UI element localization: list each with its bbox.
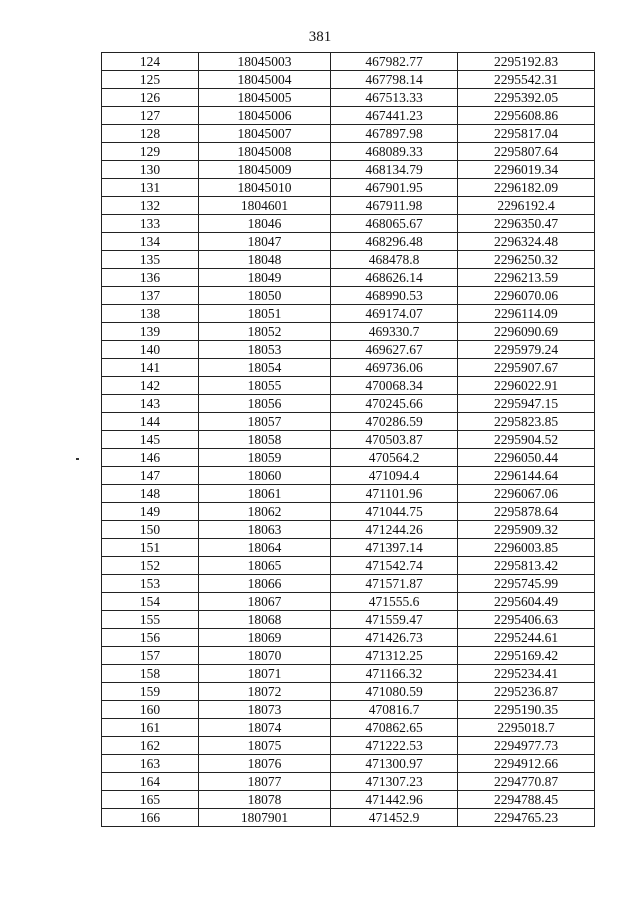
row-number-cell: 136	[102, 269, 199, 287]
table-row	[102, 359, 595, 377]
x-coordinate-cell: 470862.65	[331, 719, 458, 737]
y-coordinate-cell: 2296022.91	[458, 377, 595, 395]
point-id-cell: 18053	[199, 341, 331, 359]
point-id-cell: 18074	[199, 719, 331, 737]
table-row	[102, 683, 595, 701]
y-coordinate-cell: 2295907.67	[458, 359, 595, 377]
point-id-cell: 18057	[199, 413, 331, 431]
point-id-cell: 18048	[199, 251, 331, 269]
x-coordinate-cell: 471244.26	[331, 521, 458, 539]
y-coordinate-cell: 2296090.69	[458, 323, 595, 341]
row-number-cell: 163	[102, 755, 199, 773]
y-coordinate-cell: 2295234.41	[458, 665, 595, 683]
row-number-cell: 161	[102, 719, 199, 737]
x-coordinate-cell: 468626.14	[331, 269, 458, 287]
x-coordinate-cell: 471094.4	[331, 467, 458, 485]
table-row	[102, 395, 595, 413]
x-coordinate-cell: 469627.67	[331, 341, 458, 359]
row-number-cell: 160	[102, 701, 199, 719]
point-id-cell: 18045008	[199, 143, 331, 161]
y-coordinate-cell: 2295169.42	[458, 647, 595, 665]
y-coordinate-cell: 2295392.05	[458, 89, 595, 107]
row-number-cell: 153	[102, 575, 199, 593]
x-coordinate-cell: 468065.67	[331, 215, 458, 233]
table-row	[102, 323, 595, 341]
y-coordinate-cell: 2295817.04	[458, 125, 595, 143]
table-row	[102, 197, 595, 215]
x-coordinate-cell: 469330.7	[331, 323, 458, 341]
table-row	[102, 575, 595, 593]
point-id-cell: 18071	[199, 665, 331, 683]
y-coordinate-cell: 2294977.73	[458, 737, 595, 755]
point-id-cell: 18078	[199, 791, 331, 809]
x-coordinate-cell: 467513.33	[331, 89, 458, 107]
x-coordinate-cell: 470245.66	[331, 395, 458, 413]
point-id-cell: 18076	[199, 755, 331, 773]
x-coordinate-cell: 470503.87	[331, 431, 458, 449]
coordinates-table-body	[102, 53, 595, 827]
y-coordinate-cell: 2295190.35	[458, 701, 595, 719]
point-id-cell: 18046	[199, 215, 331, 233]
y-coordinate-cell: 2296114.09	[458, 305, 595, 323]
table-row	[102, 647, 595, 665]
row-number-cell: 151	[102, 539, 199, 557]
x-coordinate-cell: 471442.96	[331, 791, 458, 809]
y-coordinate-cell: 2295813.42	[458, 557, 595, 575]
point-id-cell: 18054	[199, 359, 331, 377]
x-coordinate-cell: 471542.74	[331, 557, 458, 575]
point-id-cell: 18077	[199, 773, 331, 791]
table-row	[102, 251, 595, 269]
scan-dot-mark	[76, 458, 79, 460]
point-id-cell: 18068	[199, 611, 331, 629]
table-row	[102, 89, 595, 107]
x-coordinate-cell: 471166.32	[331, 665, 458, 683]
table-row	[102, 791, 595, 809]
x-coordinate-cell: 467441.23	[331, 107, 458, 125]
y-coordinate-cell: 2294770.87	[458, 773, 595, 791]
table-row	[102, 557, 595, 575]
y-coordinate-cell: 2295807.64	[458, 143, 595, 161]
row-number-cell: 134	[102, 233, 199, 251]
y-coordinate-cell: 2294912.66	[458, 755, 595, 773]
row-number-cell: 166	[102, 809, 199, 827]
row-number-cell: 141	[102, 359, 199, 377]
y-coordinate-cell: 2295244.61	[458, 629, 595, 647]
point-id-cell: 18047	[199, 233, 331, 251]
y-coordinate-cell: 2295192.83	[458, 53, 595, 71]
table-row	[102, 413, 595, 431]
x-coordinate-cell: 468089.33	[331, 143, 458, 161]
point-id-cell: 18045006	[199, 107, 331, 125]
table-row	[102, 53, 595, 71]
y-coordinate-cell: 2295608.86	[458, 107, 595, 125]
y-coordinate-cell: 2296070.06	[458, 287, 595, 305]
row-number-cell: 130	[102, 161, 199, 179]
x-coordinate-cell: 471222.53	[331, 737, 458, 755]
table-row	[102, 809, 595, 827]
x-coordinate-cell: 471300.97	[331, 755, 458, 773]
table-row	[102, 125, 595, 143]
point-id-cell: 18045007	[199, 125, 331, 143]
table-row	[102, 719, 595, 737]
x-coordinate-cell: 471452.9	[331, 809, 458, 827]
y-coordinate-cell: 2294788.45	[458, 791, 595, 809]
y-coordinate-cell: 2294765.23	[458, 809, 595, 827]
point-id-cell: 1804601	[199, 197, 331, 215]
point-id-cell: 18058	[199, 431, 331, 449]
y-coordinate-cell: 2295406.63	[458, 611, 595, 629]
table-row	[102, 665, 595, 683]
table-row	[102, 503, 595, 521]
point-id-cell: 18072	[199, 683, 331, 701]
point-id-cell: 18062	[199, 503, 331, 521]
y-coordinate-cell: 2295904.52	[458, 431, 595, 449]
row-number-cell: 137	[102, 287, 199, 305]
point-id-cell: 18045003	[199, 53, 331, 71]
y-coordinate-cell: 2296213.59	[458, 269, 595, 287]
point-id-cell: 18055	[199, 377, 331, 395]
x-coordinate-cell: 471044.75	[331, 503, 458, 521]
row-number-cell: 127	[102, 107, 199, 125]
table-row	[102, 773, 595, 791]
y-coordinate-cell: 2296003.85	[458, 539, 595, 557]
point-id-cell: 18056	[199, 395, 331, 413]
point-id-cell: 18045010	[199, 179, 331, 197]
row-number-cell: 142	[102, 377, 199, 395]
table-row	[102, 287, 595, 305]
point-id-cell: 18075	[199, 737, 331, 755]
table-row	[102, 737, 595, 755]
x-coordinate-cell: 468990.53	[331, 287, 458, 305]
table-row	[102, 485, 595, 503]
point-id-cell: 18061	[199, 485, 331, 503]
x-coordinate-cell: 471397.14	[331, 539, 458, 557]
x-coordinate-cell: 467982.77	[331, 53, 458, 71]
row-number-cell: 125	[102, 71, 199, 89]
point-id-cell: 18049	[199, 269, 331, 287]
y-coordinate-cell: 2296350.47	[458, 215, 595, 233]
coordinates-table	[101, 52, 595, 827]
point-id-cell: 18045004	[199, 71, 331, 89]
table-row	[102, 629, 595, 647]
x-coordinate-cell: 471080.59	[331, 683, 458, 701]
row-number-cell: 143	[102, 395, 199, 413]
row-number-cell: 131	[102, 179, 199, 197]
row-number-cell: 129	[102, 143, 199, 161]
table-row	[102, 161, 595, 179]
row-number-cell: 162	[102, 737, 199, 755]
table-row	[102, 107, 595, 125]
table-row	[102, 431, 595, 449]
row-number-cell: 149	[102, 503, 199, 521]
x-coordinate-cell: 468134.79	[331, 161, 458, 179]
y-coordinate-cell: 2295542.31	[458, 71, 595, 89]
row-number-cell: 148	[102, 485, 199, 503]
x-coordinate-cell: 470816.7	[331, 701, 458, 719]
table-row	[102, 305, 595, 323]
table-row	[102, 269, 595, 287]
y-coordinate-cell: 2296019.34	[458, 161, 595, 179]
y-coordinate-cell: 2296067.06	[458, 485, 595, 503]
row-number-cell: 156	[102, 629, 199, 647]
point-id-cell: 18052	[199, 323, 331, 341]
point-id-cell: 18069	[199, 629, 331, 647]
row-number-cell: 126	[102, 89, 199, 107]
row-number-cell: 138	[102, 305, 199, 323]
x-coordinate-cell: 467911.98	[331, 197, 458, 215]
y-coordinate-cell: 2295823.85	[458, 413, 595, 431]
x-coordinate-cell: 468296.48	[331, 233, 458, 251]
row-number-cell: 164	[102, 773, 199, 791]
x-coordinate-cell: 469174.07	[331, 305, 458, 323]
x-coordinate-cell: 471571.87	[331, 575, 458, 593]
x-coordinate-cell: 471101.96	[331, 485, 458, 503]
y-coordinate-cell: 2295018.7	[458, 719, 595, 737]
y-coordinate-cell: 2295947.15	[458, 395, 595, 413]
row-number-cell: 144	[102, 413, 199, 431]
x-coordinate-cell: 468478.8	[331, 251, 458, 269]
row-number-cell: 124	[102, 53, 199, 71]
point-id-cell: 18066	[199, 575, 331, 593]
table-row	[102, 467, 595, 485]
row-number-cell: 140	[102, 341, 199, 359]
table-row	[102, 521, 595, 539]
row-number-cell: 165	[102, 791, 199, 809]
row-number-cell: 145	[102, 431, 199, 449]
point-id-cell: 18073	[199, 701, 331, 719]
x-coordinate-cell: 471426.73	[331, 629, 458, 647]
x-coordinate-cell: 470068.34	[331, 377, 458, 395]
x-coordinate-cell: 467798.14	[331, 71, 458, 89]
x-coordinate-cell: 471307.23	[331, 773, 458, 791]
row-number-cell: 132	[102, 197, 199, 215]
y-coordinate-cell: 2295604.49	[458, 593, 595, 611]
point-id-cell: 18063	[199, 521, 331, 539]
point-id-cell: 18045005	[199, 89, 331, 107]
y-coordinate-cell: 2295236.87	[458, 683, 595, 701]
x-coordinate-cell: 470286.59	[331, 413, 458, 431]
point-id-cell: 18070	[199, 647, 331, 665]
y-coordinate-cell: 2295979.24	[458, 341, 595, 359]
row-number-cell: 135	[102, 251, 199, 269]
point-id-cell: 18065	[199, 557, 331, 575]
point-id-cell: 18067	[199, 593, 331, 611]
row-number-cell: 133	[102, 215, 199, 233]
row-number-cell: 159	[102, 683, 199, 701]
x-coordinate-cell: 471559.47	[331, 611, 458, 629]
row-number-cell: 154	[102, 593, 199, 611]
table-row	[102, 755, 595, 773]
x-coordinate-cell: 467901.95	[331, 179, 458, 197]
y-coordinate-cell: 2296250.32	[458, 251, 595, 269]
table-row	[102, 611, 595, 629]
y-coordinate-cell: 2296192.4	[458, 197, 595, 215]
point-id-cell: 18059	[199, 449, 331, 467]
point-id-cell: 18064	[199, 539, 331, 557]
point-id-cell: 18045009	[199, 161, 331, 179]
table-row	[102, 233, 595, 251]
row-number-cell: 158	[102, 665, 199, 683]
x-coordinate-cell: 467897.98	[331, 125, 458, 143]
row-number-cell: 150	[102, 521, 199, 539]
table-row	[102, 593, 595, 611]
point-id-cell: 18060	[199, 467, 331, 485]
row-number-cell: 146	[102, 449, 199, 467]
table-row	[102, 143, 595, 161]
row-number-cell: 155	[102, 611, 199, 629]
table-row	[102, 449, 595, 467]
table-row	[102, 377, 595, 395]
point-id-cell: 18051	[199, 305, 331, 323]
y-coordinate-cell: 2296050.44	[458, 449, 595, 467]
row-number-cell: 157	[102, 647, 199, 665]
y-coordinate-cell: 2295745.99	[458, 575, 595, 593]
row-number-cell: 139	[102, 323, 199, 341]
table-row	[102, 539, 595, 557]
page-number: 381	[308, 29, 332, 45]
table-row	[102, 215, 595, 233]
table-row	[102, 71, 595, 89]
y-coordinate-cell: 2296324.48	[458, 233, 595, 251]
row-number-cell: 128	[102, 125, 199, 143]
x-coordinate-cell: 471555.6	[331, 593, 458, 611]
y-coordinate-cell: 2296182.09	[458, 179, 595, 197]
y-coordinate-cell: 2295878.64	[458, 503, 595, 521]
row-number-cell: 147	[102, 467, 199, 485]
x-coordinate-cell: 471312.25	[331, 647, 458, 665]
row-number-cell: 152	[102, 557, 199, 575]
x-coordinate-cell: 470564.2	[331, 449, 458, 467]
point-id-cell: 18050	[199, 287, 331, 305]
table-row	[102, 179, 595, 197]
y-coordinate-cell: 2296144.64	[458, 467, 595, 485]
y-coordinate-cell: 2295909.32	[458, 521, 595, 539]
point-id-cell: 1807901	[199, 809, 331, 827]
table-row	[102, 341, 595, 359]
table-row	[102, 701, 595, 719]
x-coordinate-cell: 469736.06	[331, 359, 458, 377]
